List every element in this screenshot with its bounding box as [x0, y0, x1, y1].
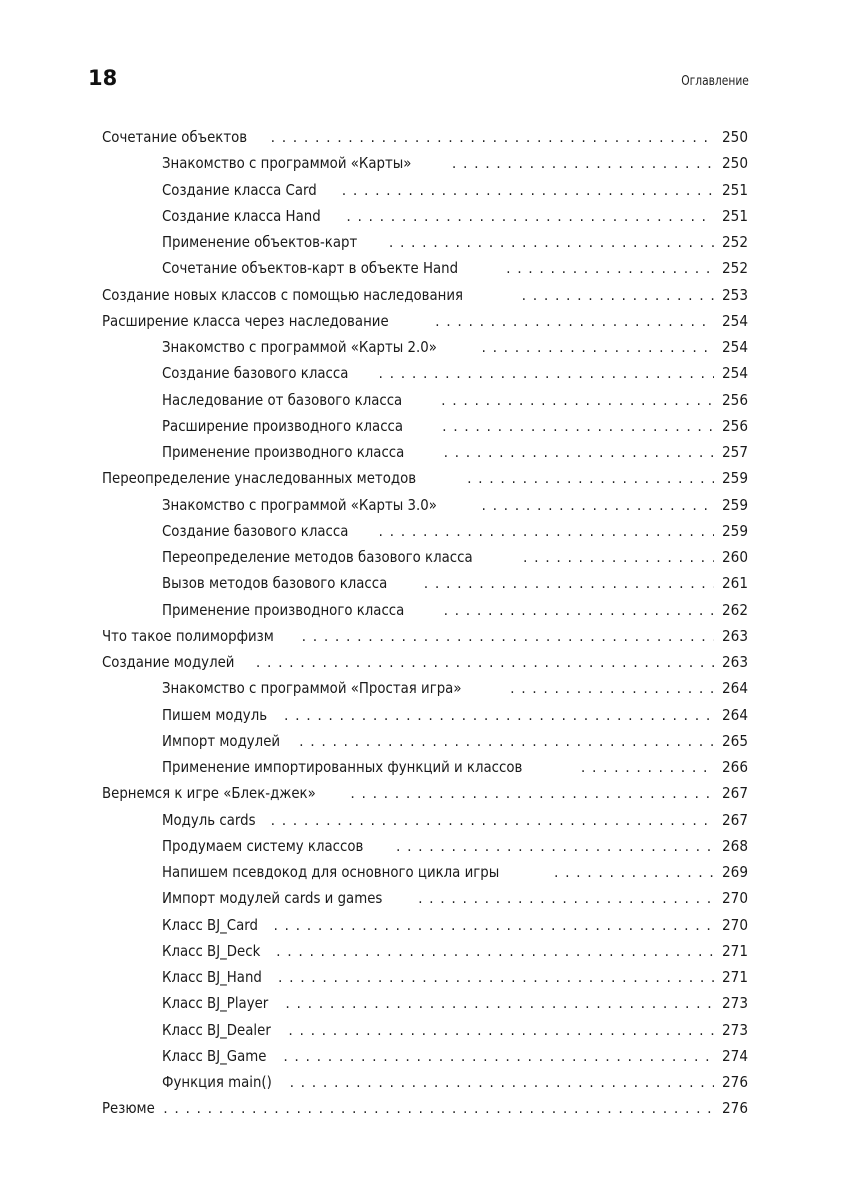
toc-entry-title: Применение производного класса	[162, 600, 405, 619]
toc-entry-page: 266	[721, 758, 748, 776]
dot-leader	[271, 808, 714, 833]
toc-entry-page: 262	[721, 600, 748, 619]
toc-entry-title: Создание базового класса	[162, 521, 349, 540]
toc-entry[interactable]	[102, 413, 748, 439]
toc-entry[interactable]	[102, 465, 748, 491]
toc-entry-title: Создание новых классов с помощью наследования	[102, 285, 464, 304]
dot-leader	[290, 1070, 714, 1095]
dot-leader	[284, 703, 714, 728]
toc-entry[interactable]	[102, 597, 748, 623]
toc-entry-page: 274	[721, 1046, 748, 1065]
dot-leader	[346, 204, 714, 229]
toc-entry[interactable]	[102, 492, 748, 518]
dot-leader	[418, 886, 714, 911]
dot-leader	[442, 414, 714, 439]
toc-entry-page: 273	[721, 1020, 748, 1039]
toc-entry-title: Класс BJ_Deck	[162, 941, 261, 960]
toc-entry-title: Создание модулей	[102, 653, 235, 671]
toc-entry-title: Класс BJ_Hand	[162, 968, 262, 986]
toc-entry-page: 264	[721, 679, 748, 698]
toc-entry-page: 276	[721, 1073, 748, 1091]
toc-entry[interactable]	[102, 255, 748, 281]
toc-entry[interactable]	[102, 859, 748, 885]
toc-entry[interactable]	[102, 1043, 748, 1069]
toc-entry-page: 263	[721, 626, 748, 645]
toc-entry[interactable]	[102, 649, 748, 675]
toc-entry-page: 271	[721, 968, 748, 986]
toc-entry-title: Расширение производного класса	[162, 416, 404, 435]
dot-leader	[522, 283, 714, 308]
dot-leader	[510, 676, 714, 701]
dot-leader	[441, 388, 714, 413]
toc-entry-page: 270	[721, 889, 748, 908]
toc-entry-title: Модуль cards	[162, 810, 256, 829]
dot-leader	[396, 834, 714, 859]
toc-entry[interactable]	[102, 702, 748, 728]
toc-entry-title: Создание базового класса	[162, 364, 349, 383]
dot-leader	[581, 755, 714, 780]
toc-entry-page: 267	[721, 784, 748, 803]
toc-entry[interactable]	[102, 282, 748, 308]
toc-entry[interactable]	[102, 308, 748, 334]
toc-entry-page: 268	[721, 836, 748, 855]
toc-entry[interactable]	[102, 833, 748, 859]
toc-entry-page: 259	[721, 495, 748, 514]
toc-entry[interactable]	[102, 124, 748, 150]
toc-entry[interactable]	[102, 570, 748, 596]
dot-leader	[276, 939, 714, 964]
toc-entry-title: Вернемся к игре «Блек-джек»	[102, 784, 316, 803]
toc-entry[interactable]	[102, 1095, 748, 1121]
toc-entry[interactable]	[102, 990, 748, 1016]
toc-entry-page: 250	[721, 128, 748, 146]
toc-entry-page: 259	[721, 469, 748, 488]
toc-entry-title: Сочетание объектов-карт в объекте Hand	[162, 259, 459, 278]
toc-entry[interactable]	[102, 623, 748, 649]
dot-leader	[424, 571, 714, 596]
toc-entry[interactable]	[102, 912, 748, 938]
toc-entry-title: Функция main()	[162, 1073, 272, 1091]
toc-entry[interactable]	[102, 177, 748, 203]
toc-entry[interactable]	[102, 885, 748, 911]
toc-entry[interactable]	[102, 754, 748, 780]
toc-entry-page: 257	[721, 443, 748, 461]
toc-entry-title: Резюме	[102, 1099, 155, 1118]
page-number: 18	[88, 66, 118, 90]
toc-entry[interactable]	[102, 360, 748, 386]
dot-leader	[288, 1018, 714, 1043]
toc-entry-title: Знакомство с программой «Карты 3.0»	[162, 495, 437, 514]
table-of-contents	[102, 124, 748, 1122]
toc-entry[interactable]	[102, 964, 748, 990]
toc-entry-page: 256	[721, 416, 748, 435]
dot-leader	[256, 650, 714, 675]
toc-entry-page: 270	[721, 915, 748, 934]
toc-entry-page: 269	[721, 863, 748, 881]
dot-leader	[342, 178, 714, 203]
toc-entry-title: Наследование от базового класса	[162, 390, 403, 409]
toc-entry[interactable]	[102, 728, 748, 754]
dot-leader	[163, 1096, 714, 1121]
running-head: Оглавление	[681, 73, 749, 89]
toc-entry-title: Создание класса Hand	[162, 206, 321, 225]
toc-entry-page: 265	[721, 731, 748, 750]
toc-entry-page: 271	[721, 941, 748, 960]
dot-leader	[350, 781, 714, 806]
dot-leader	[523, 545, 714, 570]
toc-entry-title: Знакомство с программой «Карты 2.0»	[162, 338, 437, 356]
dot-leader	[506, 256, 714, 281]
toc-entry[interactable]	[102, 203, 748, 229]
toc-entry[interactable]	[102, 387, 748, 413]
dot-leader	[379, 361, 714, 386]
toc-entry-title: Класс BJ_Card	[162, 915, 258, 934]
toc-entry-title: Применение производного класса	[162, 443, 405, 461]
dot-leader	[481, 493, 714, 518]
toc-entry-page: 267	[721, 810, 748, 829]
toc-entry-page: 254	[721, 311, 748, 330]
toc-entry-page: 253	[721, 285, 748, 304]
toc-entry-page: 259	[721, 521, 748, 540]
toc-entry-page: 260	[721, 548, 748, 566]
toc-entry[interactable]	[102, 780, 748, 806]
dot-leader	[467, 466, 714, 491]
toc-entry-title: Переопределение унаследованных методов	[102, 469, 417, 488]
dot-leader	[554, 860, 714, 885]
toc-entry-title: Напишем псевдокод для основного цикла игры	[162, 863, 500, 881]
dot-leader	[389, 230, 714, 255]
dot-leader	[271, 125, 714, 150]
toc-entry-title: Что такое полиморфизм	[102, 626, 274, 645]
toc-entry-title: Применение импортированных функций и классов	[162, 758, 523, 776]
toc-entry[interactable]	[102, 675, 748, 701]
toc-entry[interactable]	[102, 439, 748, 465]
toc-entry-page: 252	[721, 233, 748, 251]
toc-entry-page: 250	[721, 154, 748, 173]
dot-leader	[302, 624, 714, 649]
toc-entry-title: Пишем модуль	[162, 705, 268, 724]
toc-entry-page: 251	[721, 180, 748, 199]
toc-entry-title: Знакомство с программой «Карты»	[162, 154, 412, 173]
toc-entry-page: 256	[721, 390, 748, 409]
toc-entry[interactable]	[102, 1069, 748, 1095]
toc-entry-title: Создание класса Card	[162, 180, 317, 199]
toc-entry-title: Переопределение методов базового класса	[162, 548, 473, 566]
dot-leader	[444, 598, 714, 623]
toc-entry-title: Импорт модулей cards и games	[162, 889, 383, 908]
toc-entry-page: 252	[721, 259, 748, 278]
dot-leader	[278, 965, 714, 990]
toc-entry-page: 261	[721, 574, 748, 593]
dot-leader	[283, 1044, 714, 1069]
toc-entry[interactable]	[102, 938, 748, 964]
dot-leader	[481, 335, 714, 360]
toc-entry-page: 273	[721, 994, 748, 1013]
toc-entry-page: 254	[721, 338, 748, 356]
dot-leader	[273, 913, 714, 938]
dot-leader	[379, 519, 714, 544]
toc-entry[interactable]	[102, 518, 748, 544]
toc-entry-page: 251	[721, 206, 748, 225]
toc-entry-title: Расширение класса через наследование	[102, 311, 389, 330]
toc-entry-page: 254	[721, 364, 748, 383]
dot-leader	[452, 151, 714, 176]
dot-leader	[444, 440, 714, 465]
dot-leader	[435, 309, 714, 334]
toc-entry-title: Импорт модулей	[162, 731, 281, 750]
toc-entry-title: Сочетание объектов	[102, 128, 248, 146]
toc-entry[interactable]	[102, 150, 748, 176]
toc-entry-title: Класс BJ_Dealer	[162, 1020, 271, 1039]
toc-entry-page: 263	[721, 653, 748, 671]
toc-entry-page: 264	[721, 705, 748, 724]
toc-entry-page: 276	[721, 1099, 748, 1118]
toc-entry[interactable]	[102, 1017, 748, 1043]
toc-entry-title: Продумаем систему классов	[162, 836, 364, 855]
toc-entry-title: Вызов методов базового класса	[162, 574, 388, 593]
toc-entry-title: Знакомство с программой «Простая игра»	[162, 679, 462, 698]
toc-entry[interactable]	[102, 334, 748, 360]
toc-entry[interactable]	[102, 807, 748, 833]
dot-leader	[285, 991, 714, 1016]
toc-entry[interactable]	[102, 229, 748, 255]
toc-entry-title: Применение объектов-карт	[162, 233, 358, 251]
dot-leader	[299, 729, 714, 754]
toc-entry-title: Класс BJ_Player	[162, 994, 269, 1013]
toc-entry-title: Класс BJ_Game	[162, 1046, 267, 1065]
toc-entry[interactable]	[102, 544, 748, 570]
